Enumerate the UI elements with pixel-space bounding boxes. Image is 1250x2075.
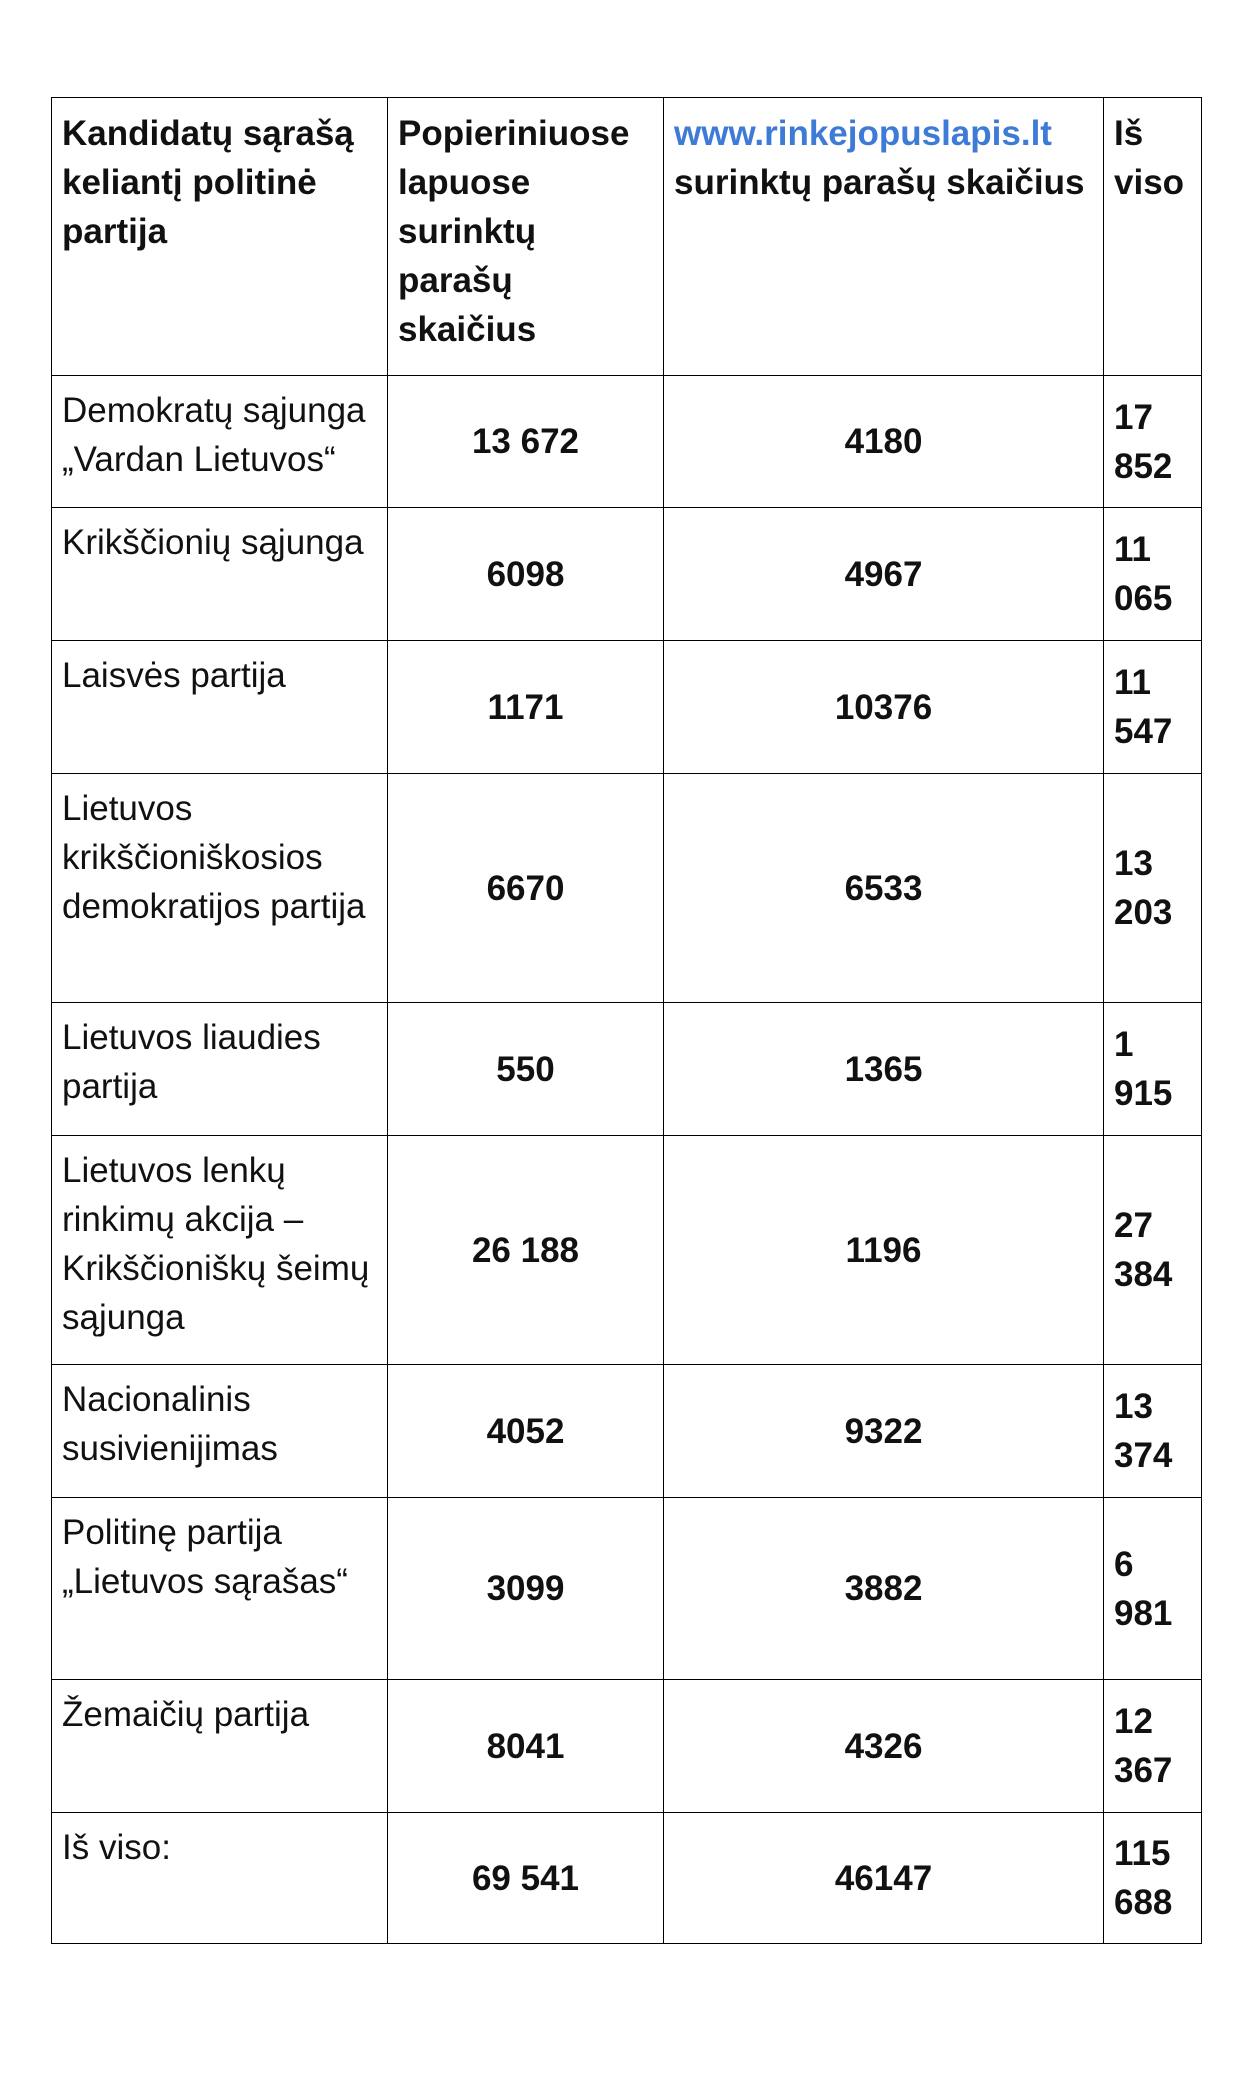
total-count — [1104, 1136, 1202, 1365]
party-name: Nacionalinis susivienijimas — [52, 1365, 388, 1498]
total-count-thousands: 1 — [1114, 1025, 1134, 1064]
table-row — [52, 1498, 1202, 1680]
paper-count: 6670 — [388, 774, 664, 1003]
total-count — [1104, 1498, 1202, 1680]
total-count-thousands: 27 — [1114, 1206, 1153, 1245]
total-count-units: 384 — [1114, 1255, 1173, 1294]
footer-label: Iš viso: — [52, 1813, 388, 1944]
total-count-units: 915 — [1114, 1074, 1173, 1113]
total-count-thousands: 11 — [1114, 530, 1151, 569]
signatures-table — [51, 97, 1202, 1944]
header-online-label: surinktų parašų skaičius — [674, 163, 1085, 202]
total-count — [1104, 1003, 1202, 1136]
party-name: Laisvės partija — [52, 641, 388, 774]
table-header-row — [52, 98, 1202, 376]
paper-count: 6098 — [388, 508, 664, 641]
party-name: Lietuvos krikščioniškosios demokratijos partija — [52, 774, 388, 1003]
total-count-thousands: 13 — [1114, 844, 1153, 883]
table-footer-row — [52, 1813, 1202, 1944]
paper-count: 3099 — [388, 1498, 664, 1680]
total-count — [1104, 376, 1202, 508]
header-paper: Popieriniuose lapuose surinktų parašų skaičius — [388, 98, 664, 376]
online-count: 4326 — [664, 1680, 1104, 1813]
paper-count: 26 188 — [388, 1136, 664, 1365]
table-row — [52, 1365, 1202, 1498]
total-count — [1104, 508, 1202, 641]
total-count-thousands: 17 — [1114, 397, 1153, 437]
total-count — [1104, 774, 1202, 1003]
total-count-units: 203 — [1114, 893, 1173, 932]
total-count-units: 367 — [1114, 1751, 1173, 1790]
online-count: 4180 — [664, 376, 1104, 508]
online-count: 4967 — [664, 508, 1104, 641]
online-count: 9322 — [664, 1365, 1104, 1498]
table-row — [52, 641, 1202, 774]
table-row — [52, 774, 1202, 1003]
rinkejopuslapis-link[interactable]: www.rinkejopuslapis.lt — [674, 114, 1052, 153]
party-name: Lietuvos lenkų rinkimų akcija – Krikščioniškų šeimų sąjunga — [52, 1136, 388, 1365]
online-count: 10376 — [664, 641, 1104, 774]
total-count-units: 065 — [1114, 579, 1173, 618]
header-party: Kandidatų sąrašą keliantį politinė partija — [52, 98, 388, 376]
header-total: Iš viso — [1104, 98, 1202, 376]
total-count — [1104, 641, 1202, 774]
paper-count: 4052 — [388, 1365, 664, 1498]
footer-online-count: 46147 — [664, 1813, 1104, 1944]
online-count: 6533 — [664, 774, 1104, 1003]
total-count-units: 374 — [1114, 1436, 1173, 1475]
total-count-thousands: 12 — [1114, 1702, 1153, 1741]
party-name: Krikščionių sąjunga — [52, 508, 388, 641]
party-name: Demokratų sąjunga „Vardan Lietuvos“ — [52, 376, 388, 508]
party-name: Politinę partija „Lietuvos sąrašas“ — [52, 1498, 388, 1680]
total-count — [1104, 1680, 1202, 1813]
total-count-thousands: 6 — [1114, 1544, 1134, 1584]
table-row — [52, 1003, 1202, 1136]
total-count-thousands: 13 — [1114, 1387, 1153, 1426]
table-row — [52, 508, 1202, 641]
header-online — [664, 98, 1104, 376]
table-row — [52, 376, 1202, 508]
total-count-thousands: 11 — [1114, 663, 1151, 702]
paper-count: 8041 — [388, 1680, 664, 1813]
table-row — [52, 1136, 1202, 1365]
footer-paper-count: 69 541 — [388, 1813, 664, 1944]
total-count-units: 688 — [1114, 1883, 1173, 1922]
paper-count: 550 — [388, 1003, 664, 1136]
online-count: 1196 — [664, 1136, 1104, 1365]
total-count-units: 981 — [1114, 1593, 1173, 1633]
total-count — [1104, 1365, 1202, 1498]
footer-total-count — [1104, 1813, 1202, 1944]
party-name: Lietuvos liaudies partija — [52, 1003, 388, 1136]
party-name: Žemaičių partija — [52, 1680, 388, 1813]
online-count: 1365 — [664, 1003, 1104, 1136]
paper-count: 13 672 — [388, 376, 664, 508]
online-count: 3882 — [664, 1498, 1104, 1680]
total-count-units: 547 — [1114, 712, 1173, 751]
paper-count: 1171 — [388, 641, 664, 774]
table-row — [52, 1680, 1202, 1813]
total-count-units: 852 — [1114, 446, 1173, 486]
total-count-thousands: 115 — [1114, 1834, 1171, 1873]
